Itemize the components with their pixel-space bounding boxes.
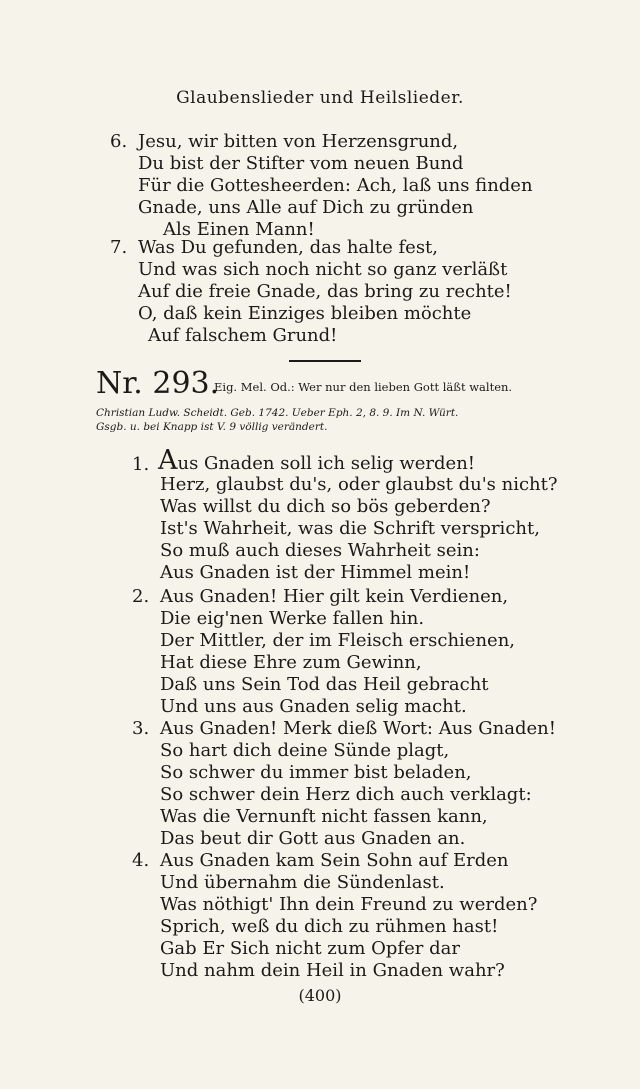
verse-line: Auf falschem Grund! [148, 325, 338, 346]
verse-line: Das beut dir Gott aus Gnaden an. [160, 828, 466, 849]
stanza-number: 4. [132, 850, 150, 871]
verse-line: Aus Gnaden! Merk dieß Wort: Aus Gnaden! [160, 718, 556, 739]
running-header: Glaubenslieder und Heilslieder. [176, 88, 464, 108]
author-note-cont: Gsgb. u. bei Knapp ist V. 9 völlig verändert. [96, 421, 328, 433]
verse-line: Aus Gnaden ist der Himmel mein! [160, 562, 471, 583]
verse-line: Daß uns Sein Tod das Heil gebracht [160, 674, 489, 695]
verse-line: So hart dich deine Sünde plagt, [160, 740, 450, 761]
verse-line: Die eig'nen Werke fallen hin. [160, 608, 425, 629]
verse-line: Und uns aus Gnaden selig macht. [160, 696, 467, 717]
verse-line: So schwer dein Herz dich auch verklagt: [160, 784, 532, 805]
melody-note: Eig. Mel. Od.: Wer nur den lieben Gott läßt walten. [214, 380, 513, 394]
verse-line: Und was sich noch nicht so ganz verläßt [138, 259, 508, 280]
verse-line: Ist's Wahrheit, was die Schrift verspricht, [160, 518, 540, 539]
verse-line: Der Mittler, der im Fleisch erschienen, [160, 630, 516, 651]
drop-cap: A [158, 445, 178, 476]
verse-line: Sprich, weß du dich zu rühmen hast! [160, 916, 499, 937]
verse-line: Was die Vernunft nicht fassen kann, [160, 806, 488, 827]
verse-line: Was nöthigt' Ihn dein Freund zu werden? [160, 894, 538, 915]
verse-line: Du bist der Stifter vom neuen Bund [138, 153, 464, 174]
verse-line: Auf die freie Gnade, das bring zu rechte! [138, 281, 512, 302]
verse-line: Als Einen Mann! [163, 219, 315, 240]
section-divider [289, 360, 361, 362]
stanza-number: 3. [132, 718, 150, 739]
verse-line-first: Aus Gnaden soll ich selig werden! [158, 445, 476, 476]
stanza-number: 1. [132, 454, 150, 475]
verse-line: Und nahm dein Heil in Gnaden wahr? [160, 960, 505, 981]
verse-line: O, daß kein Einziges bleiben möchte [138, 303, 472, 324]
hymn-title: Nr. 293. [96, 366, 220, 401]
verse-line: Aus Gnaden! Hier gilt kein Verdienen, [160, 586, 509, 607]
verse-line: Was Du gefunden, das halte fest, [138, 237, 439, 258]
verse-line: So schwer du immer bist beladen, [160, 762, 472, 783]
verse-line: So muß auch dieses Wahrheit sein: [160, 540, 480, 561]
author-note: Christian Ludw. Scheidt. Geb. 1742. Ueber Eph. 2, 8. 9. Im N. Würt. [96, 407, 459, 419]
verse-line: Jesu, wir bitten von Herzensgrund, [138, 131, 459, 152]
verse-line: Aus Gnaden kam Sein Sohn auf Erden [160, 850, 509, 871]
page-number: (400) [298, 986, 342, 1005]
stanza-number: 2. [132, 586, 150, 607]
stanza-number: 7. [110, 237, 128, 258]
verse-line: Was willst du dich so bös geberden? [160, 496, 491, 517]
verse-line: Hat diese Ehre zum Gewinn, [160, 652, 422, 673]
verse-line: Gnade, uns Alle auf Dich zu gründen [138, 197, 474, 218]
verse-line: Gab Er Sich nicht zum Opfer dar [160, 938, 460, 959]
stanza-number: 6. [110, 131, 128, 152]
verse-line: Und übernahm die Sündenlast. [160, 872, 445, 893]
verse-line: Für die Gottesheerden: Ach, laß uns finden [138, 175, 533, 196]
verse-line: Herz, glaubst du's, oder glaubst du's nicht? [160, 474, 558, 495]
